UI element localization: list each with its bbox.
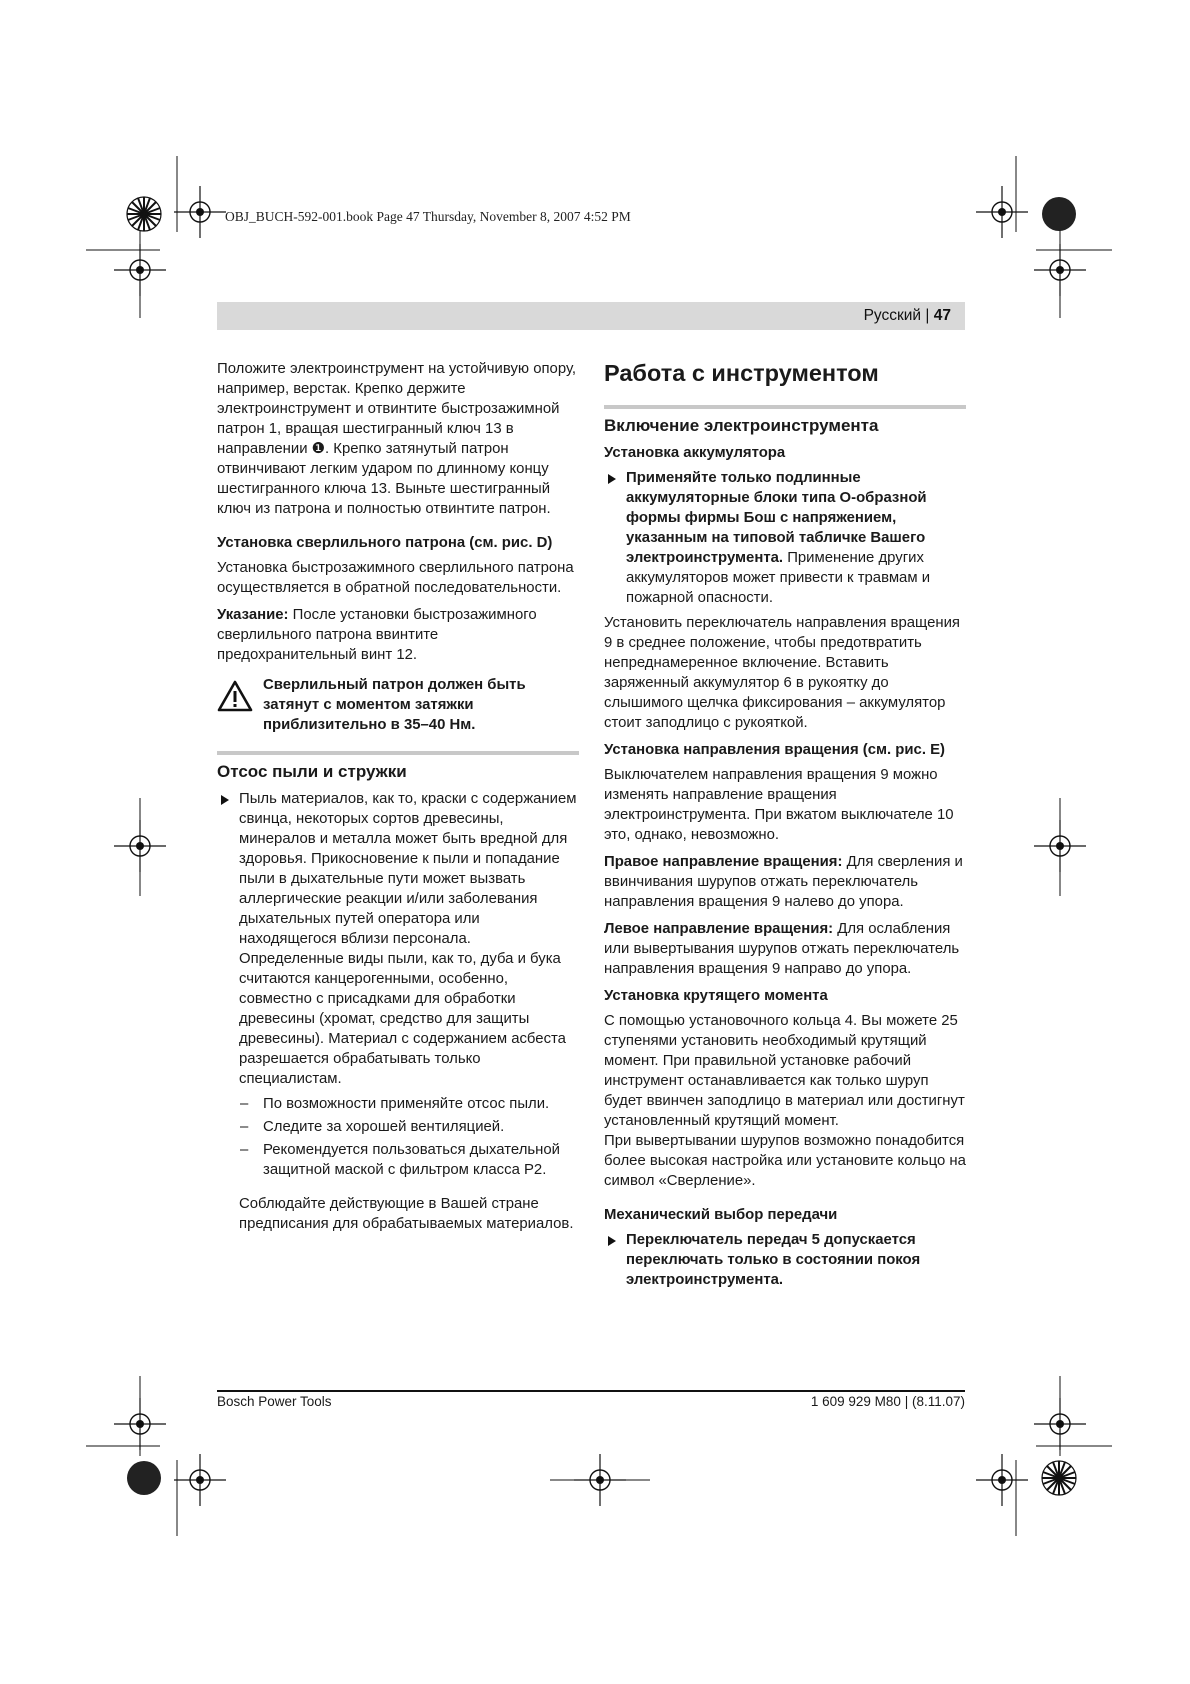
right-rotation-label: Правое направление вращения: (604, 854, 843, 870)
torque-warning (217, 675, 579, 735)
left-rotation-label: Левое направление вращения: (604, 921, 834, 937)
battery-bullet (604, 468, 966, 608)
left-column (217, 359, 579, 1241)
header-text (864, 307, 951, 325)
left-rotation-paragraph (604, 919, 966, 979)
torque-paragraph: С помощью установочного кольца 4. Вы можете 25 ступенями установить необходимый крутящий момент. При правильной установке рабочий инструмент останавливается как только шуруп будет ввинчен заподлицо в материал или достигнут установленный крутящий момент. (604, 1013, 965, 1129)
dash-item-text: По возможности применяйте отсос пыли. (263, 1096, 550, 1112)
warning-text: Сверлильный патрон должен быть затянут с моментом затяжки приблизительно в 35–40 Нм. (263, 677, 526, 733)
main-heading: Работа с инструментом (604, 360, 879, 386)
page-number: 47 (933, 307, 951, 324)
list-item (217, 1140, 579, 1180)
note-paragraph (217, 605, 579, 665)
rotation-paragraph: Выключателем направления вращения 9 можно изменять направление вращения электроинструмента. При вжатом выключателе 10 это, однако, невозможно. (604, 767, 954, 843)
gear-bullet (604, 1230, 966, 1290)
chuck-install-heading: Установка сверлильного патрона (см. рис. D) (217, 535, 553, 551)
bullet-arrow-icon (221, 795, 229, 805)
dash-marker: – (240, 1096, 249, 1112)
dash-item-text: Рекомендуется пользоваться дыхательной защитной маской с фильтром класса P2. (263, 1142, 560, 1178)
print-slug: OBJ_BUCH-592-001.book Page 47 Thursday, November 8, 2007 4:52 PM (225, 209, 631, 224)
torque-paragraph-2: При вывертывании шурупов возможно понадобится более высокая настройка или установите кольцо на символ «Сверление». (604, 1133, 966, 1189)
warning-triangle-icon (217, 680, 253, 712)
chuck-install-paragraph: Установка быстрозажимного сверлильного патрона осуществляется в обратной последовательности. (217, 560, 574, 596)
battery-heading: Установка аккумулятора (604, 445, 786, 461)
right-column (604, 359, 966, 1295)
note-label: Указание: (217, 607, 289, 623)
list-item (217, 1094, 579, 1114)
dust-warning-bullet (217, 789, 579, 1089)
rotation-heading: Установка направления вращения (см. рис. E) (604, 742, 945, 758)
bullet-arrow-icon (608, 1236, 616, 1246)
regulations-paragraph: Соблюдайте действующие в Вашей стране предписания для обрабатываемых материалов. (239, 1196, 574, 1232)
dash-marker: – (240, 1142, 249, 1158)
left-rotation-text: Для ослабления или вывертывания шурупов отжать переключатель направления вращения 9 направо до упора. (604, 921, 960, 977)
battery-bullet-bold: Применяйте только подлинные аккумуляторные блоки типа О-образной формы фирмы Бош с напряжением, указанным на типовой табличке Вашего электроинструмента. (626, 470, 927, 566)
header-separator: | (925, 307, 930, 324)
page-header (217, 302, 965, 330)
right-rotation-paragraph (604, 852, 966, 912)
dust-bullet-text: Пыль материалов, как то, краски с содержанием свинца, некоторых сортов древесины, минералов и металла может быть вредной для здоровья. Прикосновение к пыли и попадание пыли в дыхательные пути может вызвать аллергические реакции и/или заболевания дыхательных путей оператора или находящегося вблизи персонала. Определенные виды пыли, как то, дуба и бука считаются канцерогенными, особенно, совместно с присадками для обработки древесины (хромат, средство для защиты древесины). Материал с содержанием асбеста разрешается обрабатывать только специалистам. (239, 791, 577, 1087)
gear-heading: Механический выбор передачи (604, 1207, 838, 1223)
bullet-arrow-icon (608, 474, 616, 484)
switch-on-heading: Включение электроинструмента (604, 405, 966, 437)
intro-paragraph: Положите электроинструмент на устойчивую опору, например, верстак. Крепко держите электроинструмент и отвинтите быстрозажимной патрон 1, вращая шестигранный ключ 13 в направлении ❶. Крепко затянутый патрон отвинчивают легким ударом по длинному концу шестигранного ключа 13. Выньте шестигранный ключ из патрона и полностью отвинтите патрон. (217, 361, 577, 517)
list-item (217, 1117, 579, 1137)
footer-publisher: Bosch Power Tools (217, 1394, 332, 1409)
torque-heading: Установка крутящего момента (604, 988, 828, 1004)
dash-marker: – (240, 1119, 249, 1135)
dash-item-text: Следите за хорошей вентиляцией. (263, 1119, 505, 1135)
right-rotation-text: Для сверления и ввинчивания шурупов отжать переключатель направления вращения 9 налево до упора. (604, 854, 963, 910)
battery-bullet-text: Применение других аккумуляторов может привести к травмам и пожарной опасности. (626, 550, 931, 606)
gear-bullet-text: Переключатель передач 5 допускается переключать только в состоянии покоя электроинструмента. (626, 1232, 921, 1288)
dust-heading: Отсос пыли и стружки (217, 751, 579, 783)
header-language: Русский (863, 307, 922, 324)
footer-doc-number: 1 609 929 M80 | (8.11.07) (810, 1394, 965, 1409)
note-text: После установки быстрозажимного сверлильного патрона ввинтите предохранительный винт 12. (217, 607, 537, 663)
battery-paragraph: Установить переключатель направления вращения 9 в среднее положение, чтобы предотвратить непреднамеренное включение. Вставить заряженный аккумулятор 6 в рукоятку до слышимого щелчка фиксирования – аккумулятор стоит заподлицо с рукояткой. (604, 615, 960, 731)
footer-rule (217, 1390, 965, 1392)
